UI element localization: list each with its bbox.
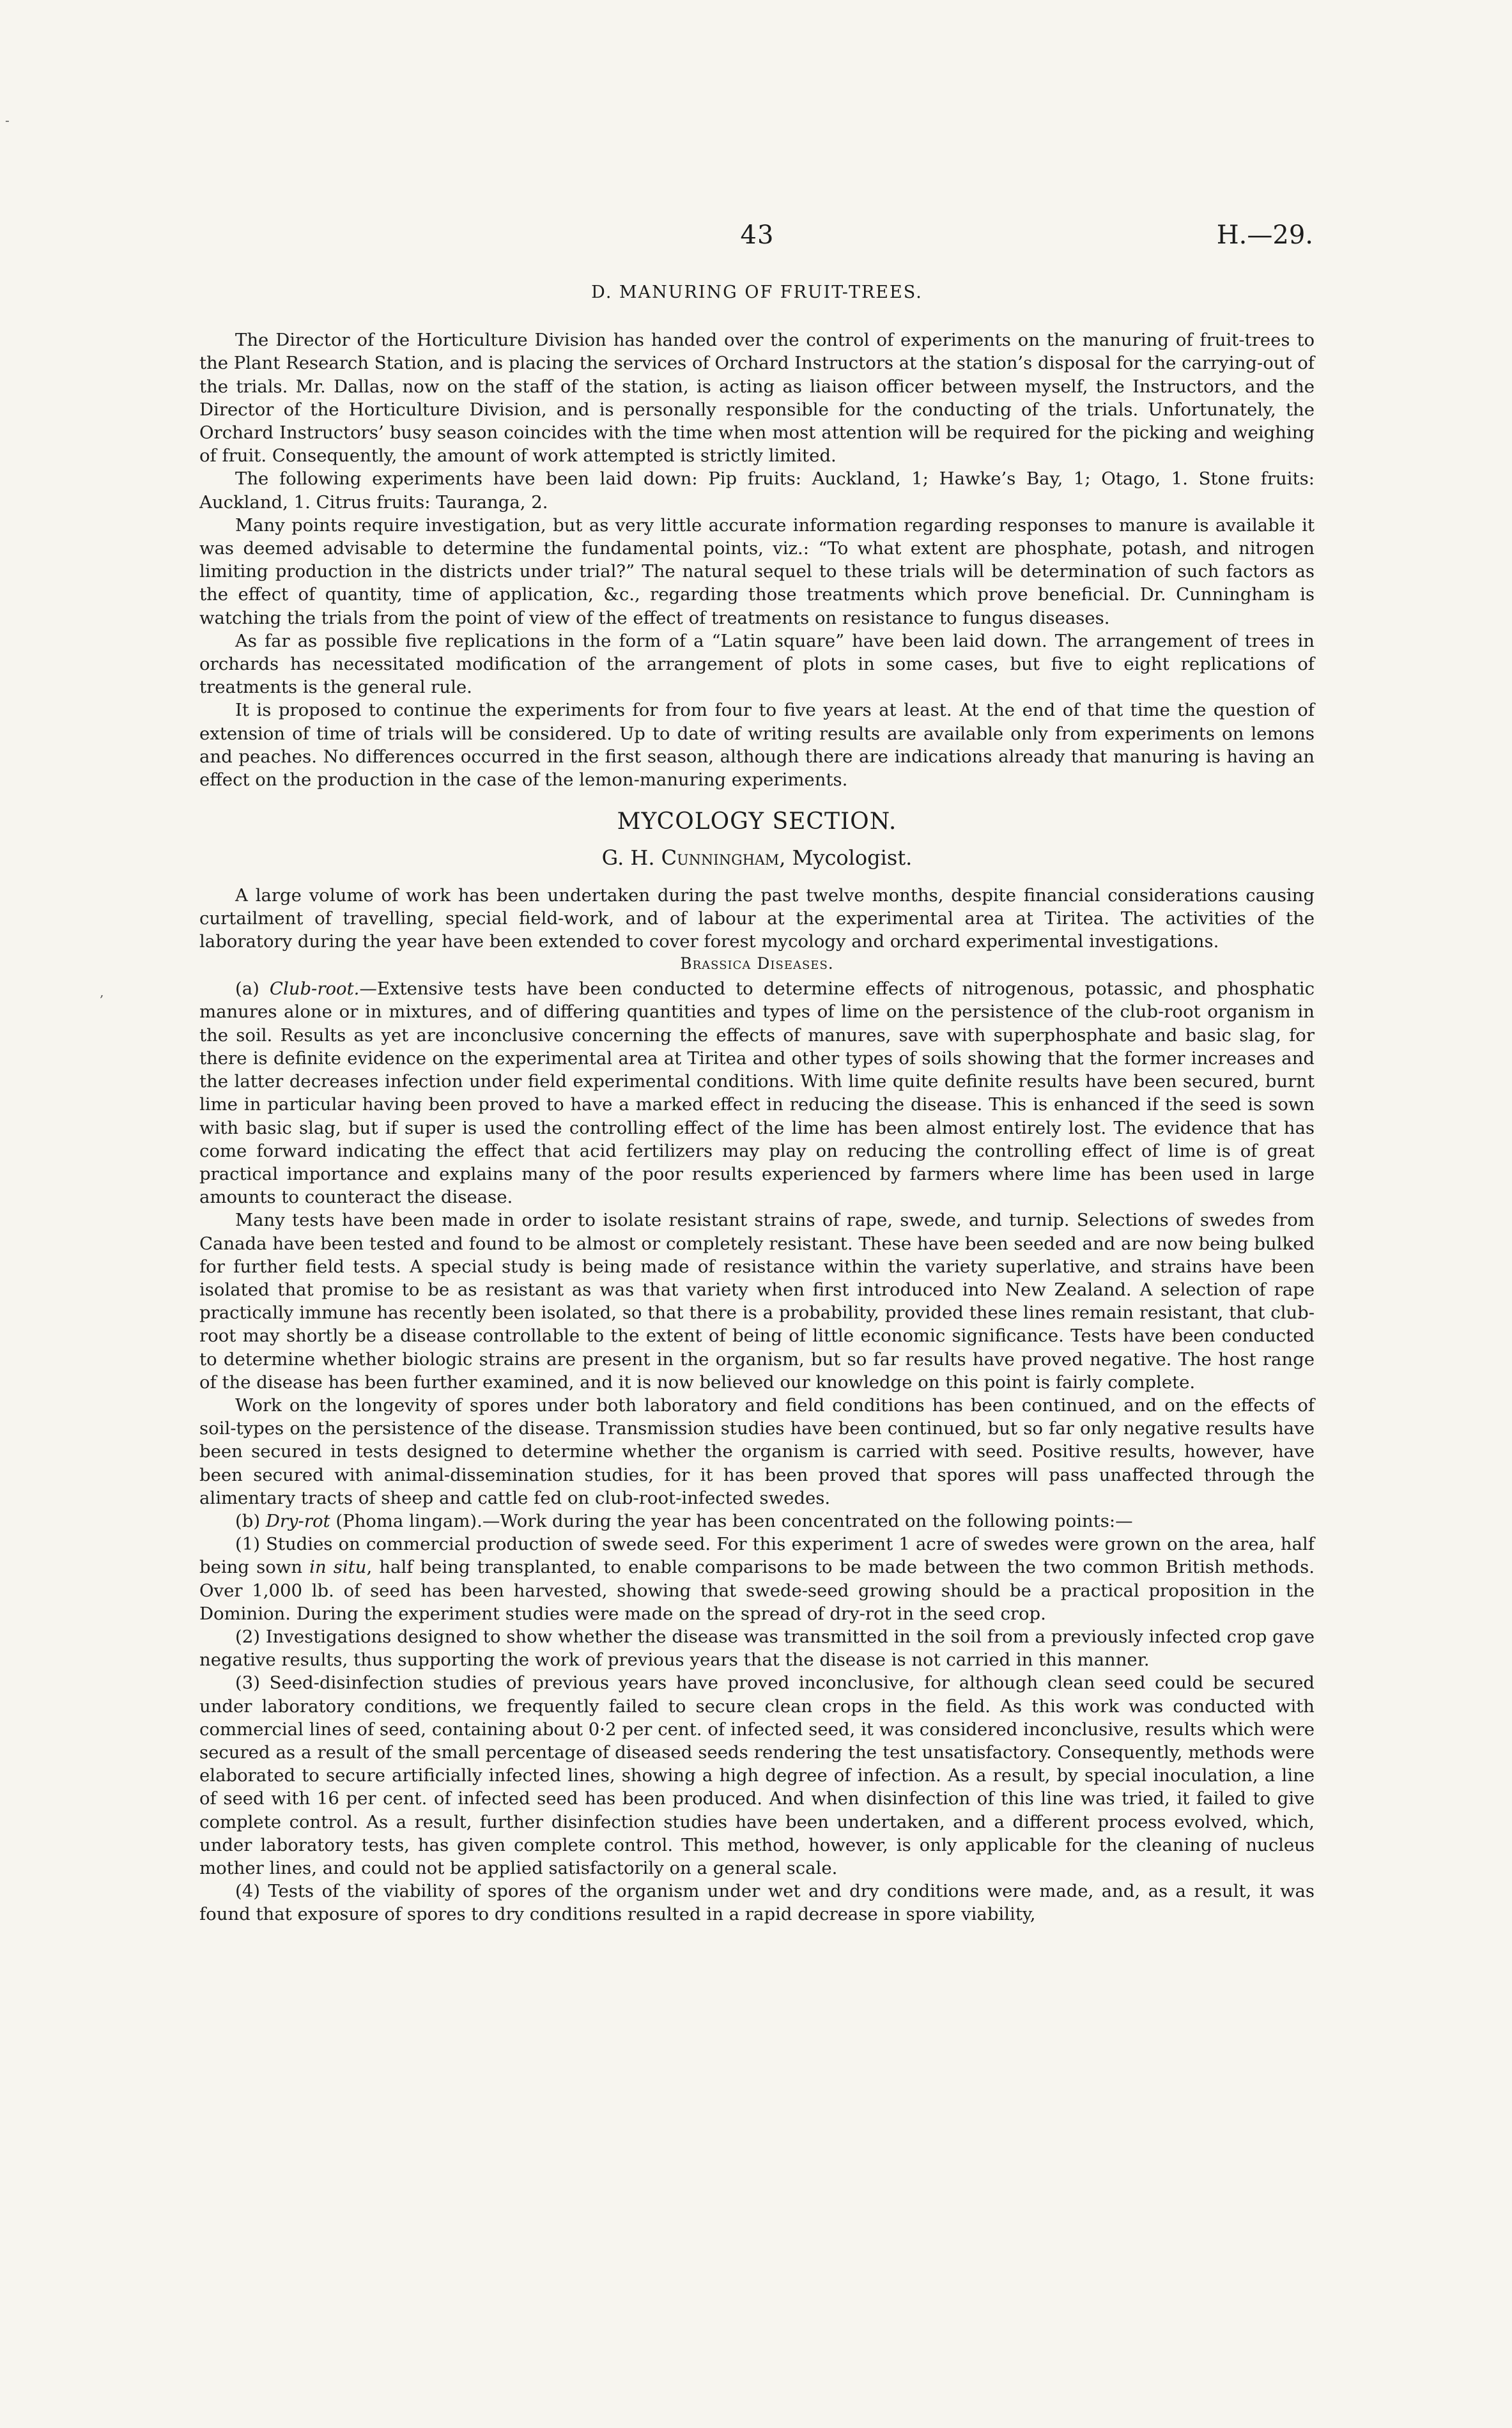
- page-body: [199, 281, 1315, 1926]
- dry-rot-paragraph: [199, 1510, 1315, 1533]
- margin-mark: ‐: [5, 112, 10, 128]
- dry-rot-text: (Phoma lingam).—Work during the year has been concentrated on the following points:—: [330, 1510, 1133, 1531]
- author-role: , Mycologist.: [779, 846, 913, 870]
- in-situ-term: in situ: [309, 1557, 367, 1578]
- brassica-diseases-heading: Brassica Diseases.: [680, 954, 834, 973]
- resistant-strains-paragraph: Many tests have been made in order to isolate resistant strains of rape, swede, and turnip. Selections of swedes from Canada have been tested and found to be almost or completely resistant. These have been seeded and are now being bulked for further field tests. A special study is being made of resistance within the variety superlative, and strains have been isolated that promise to be as resistant as was that variety when first introduced into New Zealand. A selection of rape practically immune has recently been isolated, so that there is a probability, provided these lines remain resistant, that club-root may shortly be a disease controllable to the extent of being of little economic significance. Tests have been conducted to determine whether biologic strains are present in the organism, but so far results have proved negative. The host range of the disease has been further examined, and it is now believed our knowledge on this point is fairly complete.: [199, 1210, 1315, 1393]
- page-header: [201, 220, 1313, 265]
- mycology-section-title: MYCOLOGY SECTION.: [617, 808, 897, 835]
- margin-mark: ‚: [100, 984, 104, 1000]
- author-byline: [199, 846, 1315, 869]
- point-1-text-continued: , half being transplanted, to enable comparisons to be made between the two common British methods. Over 1,000 lb. of seed has been harvested, showing that swede-seed growing should be a practical proposition in the Dominion. During the experiment studies were made on the spread of dry-rot in the seed crop.: [199, 1557, 1315, 1624]
- club-root-text: —Extensive tests have been conducted to determine effects of nitrogenous, potassic, and phosphatic manures alone or in mixtures, and of differing quantities and types of lime on the persistence of the club-root organism in the soil. Results as yet are inconclusive concerning the effects of manures, save with superphosphate and basic slag, for there is definite evidence on the experimental area at Tiritea and other types of soils showing that the former increases and the latter decreases infection under field experimental conditions. With lime quite definite results have been secured, burnt lime in particular having been proved to have a marked effect in reducing the disease. This is enhanced if the seed is sown with basic slag, but if super is used the controlling effect of the lime has been almost entirely lost. The evidence that has come forward indicating the effect that acid fertilizers may play on reducing the controlling effect of lime is of great practical importance and explains many of the poor results experienced by farmers where lime has been used in large amounts to counteract the disease.: [199, 978, 1315, 1208]
- dry-rot-point-4: (4) Tests of the viability of spores of the organism under wet and dry conditions were made, and, as a result, it was found that exposure of spores to dry conditions resulted in a rapid decrease in spore viability,: [199, 1881, 1315, 1925]
- club-root-paragraph: [199, 977, 1315, 1209]
- author-name: Cunningham: [661, 846, 780, 870]
- manuring-paragraph: It is proposed to continue the experiments for from four to five years at least. At the end of that time the question of extension of time of trials will be considered. Up to date of writing results are available only from experiments on lemons and peaches. No differences occurred in the first season, although there are indications already that manuring is having an effect on the production in the case of the lemon-manuring experiments.: [199, 700, 1315, 791]
- mycology-intro: A large volume of work has been undertaken during the past twelve months, despite financial considerations causing curtailment of travelling, special field-work, and of labour at the experimental area at Tiritea. The activities of the laboratory during the year have been extended to cover forest mycology and orchard experimental investigations.: [199, 885, 1315, 952]
- dry-rot-point-1: [199, 1533, 1315, 1625]
- author-initials: G. H.: [601, 846, 655, 870]
- dry-rot-title: Dry-rot: [265, 1510, 330, 1531]
- dry-rot-point-3: (3) Seed-disinfection studies of previous years have proved inconclusive, for although clean seed could be secured under laboratory conditions, we frequently failed to secure clean crops in the field. As this work was conducted with commercial lines of seed, containing about 0·2 per cent. of infected seed, it was considered inconclusive, results which were secured as a result of the small percentage of diseased seeds rendering the test unsatisfactory. Consequently, methods were elaborated to secure artificially infected lines, showing a high degree of infection. As a result, by special inoculation, a line of seed with 16 per cent. of infected seed has been produced. And when disinfection of this line was tried, it failed to give complete control. As a result, further disinfection studies have been undertaken, and a different process evolved, which, under laboratory tests, has given complete control. This method, however, is only applicable for the cleaning of nucleus mother lines, and could not be applied satisfactorily on a general scale.: [199, 1673, 1315, 1878]
- document-reference: H.—29.: [1216, 220, 1313, 250]
- manuring-paragraph: The Director of the Horticulture Division has handed over the control of experiments on the manuring of fruit-trees to the Plant Research Station, and is placing the services of Orchard Instructors at the station’s disposal for the carrying-out of the trials. Mr. Dallas, now on the staff of the station, is acting as liaison officer between myself, the Instructors, and the Director of the Horticulture Division, and is personally responsible for the conducting of the trials. Unfortunately, the Orchard Instructors’ busy season coincides with the time when most attention will be required for the picking and weighing of fruit. Consequently, the amount of work attempted is strictly limited.: [199, 330, 1315, 467]
- spore-longevity-paragraph: Work on the longevity of spores under both laboratory and field conditions has been continued, and on the effects of soil-types on the persistence of the disease. Transmission studies have been continued, but so far only negative results have been secured in tests designed to determine whether the organism is carried with seed. Positive results, however, have been secured with animal-dissemination studies, for it has been proved that spores will pass unaffected through the alimentary tracts of sheep and cattle fed on club-root-infected swedes.: [199, 1395, 1315, 1508]
- point-1-text: (1) Studies on commercial production of swede seed. For this experiment 1 acre of swedes were grown on the area, half being sown: [199, 1534, 1315, 1578]
- club-root-title: Club-root.: [269, 978, 360, 1000]
- manuring-heading: D. MANURING OF FRUIT-TREES.: [591, 282, 923, 302]
- manuring-paragraph: The following experiments have been laid down: Pip fruits: Auckland, 1; Hawke’s Bay, 1; Otago, 1. Stone fruits: Auckland, 1. Citrus fruits: Tauranga, 2.: [199, 468, 1315, 513]
- dry-rot-point-2: (2) Investigations designed to show whether the disease was transmitted in the soil from a previously infected crop gave negative results, thus supporting the work of previous years that the disease is not carried in this manner.: [199, 1626, 1315, 1671]
- item-label: (b): [235, 1510, 266, 1531]
- item-label: (a): [235, 978, 270, 1000]
- page-number: 43: [740, 220, 775, 250]
- manuring-paragraph: Many points require investigation, but as very little accurate information regarding responses to manure is available it was deemed advisable to determine the fundamental points, viz.: “To what extent are phosphate, potash, and nitrogen limiting production in the districts under trial?” The natural sequel to these trials will be determination of such factors as the effect of quantity, time of application, &c., regarding those treatments which prove beneficial. Dr. Cunningham is watching the trials from the point of view of the effect of treatments on resistance to fungus diseases.: [199, 514, 1315, 628]
- manuring-paragraph: As far as possible five replications in the form of a “Latin square” have been laid down. The arrangement of trees in orchards has necessitated modification of the arrangement of plots in some cases, but five to eight replications of treatments is the general rule.: [199, 630, 1315, 698]
